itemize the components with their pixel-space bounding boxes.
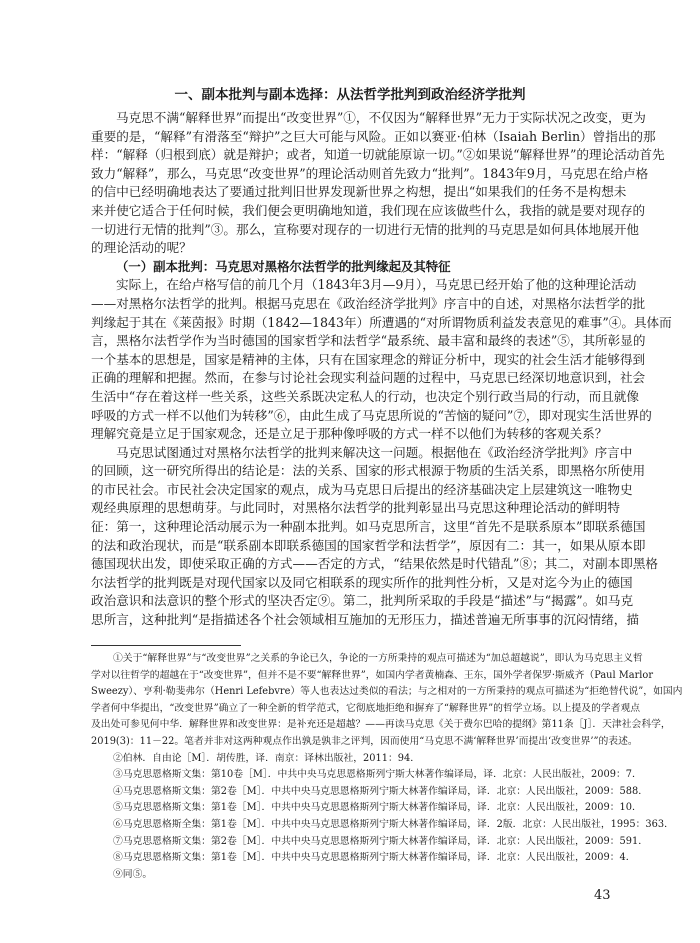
footnote-line: Sweezy）、亨利·勒斐弗尔（Henri Lefebvre）等人也表达过类似的看法；与之相对的一方所秉持的观点可描述为“拒绝替代说”，如国内 [91,686,683,698]
footnotes [91,651,683,883]
text-line: 重要的是，“解释”有滑落至“辩护”之巨大可能与风险。正如以赛亚·伯林（Isaiah Berlin）曾指出的那 [91,128,656,144]
footnote-line: ⑨同⑤。 [113,868,153,880]
footnote-line: ⑧马克思恩格斯文集：第1卷［M］．中共中央马克思恩格斯列宁斯大林著作编译局，译．北京：人民出版社，2009：4． [113,852,636,864]
text-line: 致力“解释”，那么，马克思“改变世界”的理论活动则首先致力“批判”。1843年9月，马克思在给卢格 [91,165,649,181]
text-line: 征：第一，这种理论活动展示为一种副本批判。如马克思所言，这里“首先不是联系原本”即联系德国 [91,519,646,535]
text-line: ——对黑格尔法哲学的批判。根据马克思在《政治经济学批判》序言中的自述，对黑格尔法哲学的批 [91,295,646,311]
paragraph [91,109,665,258]
text-line: 马克思不满“解释世界”而提出“改变世界”①，不仅因为“解释世界”无力于实际状况之改变，更为 [116,110,646,125]
text-line: 判缘起于其在《莱茵报》时期（1842—1843年）所遭遇的“对所谓物质利益发表意见的难事”④。具体而 [91,314,672,330]
footnote-line: ④马克思恩格斯文集：第2卷［M］．中共中央马克思恩格斯列宁斯大林著作编译局，译．北京：人民出版社，2009：588． [113,785,649,797]
text-line: 的市民社会。市民社会决定国家的观点，成为马克思日后提出的经济基础决定上层建筑这一唯物史 [91,481,633,497]
footnote-line: ⑥马克思恩格斯全集：第1卷［M］．中共中央马克思恩格斯列宁斯大林著作编译局，译．2版．北京：人民出版社，1995：363． [113,818,674,830]
footnote-line: ②伯林．自由论［M］．胡传胜，译．南京：译林出版社，2011：94． [113,752,421,764]
footnote [91,751,612,768]
text-line: 的理论活动的呢？ [91,240,192,256]
text-line: 德国现状出发，即使采取正确的方式——否定的方式，“结果依然是时代错乱”⑧；其二，对副本即黑格 [91,556,659,572]
text-line: 观经典原理的思想萌芽。与此同时，对黑格尔法哲学的批判彰显出马克思这种理论活动的鲜明特 [91,500,620,516]
footnote [91,784,649,801]
paragraph [91,444,659,630]
text-line: （一）副本批判：马克思对黑格尔法哲学的批判缘起及其特征 [116,258,451,274]
text-line: 马克思试图通过对黑格尔法哲学的批判来解决这一问题。根据他在《政治经济学批判》序言中 [116,444,633,460]
text-line: 的法和政治现状，而是“联系副本即联系德国的国家哲学和法哲学”，原因有二：其一，如果从原本即 [91,537,646,553]
footnote [91,651,683,751]
footnote [91,834,649,851]
footnote-line: 学对以往哲学的超越在于“改变世界”，但并不是不要“解释世界”，如国内学者黄楠森、王东，国外学者保罗·斯威齐（Paul Marlor [91,669,654,681]
text-line: 的信中已经明确地表达了要通过批判旧世界发现新世界之构想，提出“如果我们的任务不是构想未 [91,184,627,200]
footnote-divider [91,645,241,646]
footnote-line: ③马克思恩格斯文集：第10卷［M］．中共中央马克思恩格斯列宁斯大林著作编译局，译．北京：人民出版社，2009：7． [113,769,642,781]
footnote-line: ①关于“解释世界”与“改变世界”之关系的争论已久，争论的一方所秉持的观点可描述为“加总超越说”，即认为马克思主义哲 [113,653,643,664]
footnote-line: ⑦马克思恩格斯文集：第2卷［M］．中共中央马克思恩格斯列宁斯大林著作编译局，译．北京：人民出版社，2009：591． [113,835,649,847]
footnote [91,817,674,834]
body-text [91,109,672,630]
text-line: 言，黑格尔法哲学作为当时德国的国家哲学和法哲学“最系统、最丰富和最终的表述”⑤，其所彰显的 [91,333,646,349]
text-line: 样：“解释（归根到底）就是辩护；或者，知道一切就能原谅一切。”②如果说“解释世界”的理论活动首先 [91,147,665,163]
section-title: 一、副本批判与副本选择：从法哲学批判到政治经济学批判 [174,87,526,103]
text-line: 来并使它适合于任何时候，我们便会更明确地知道，我们现在应该做些什么，我指的就是要对现存的 [91,202,646,218]
footnote [91,867,612,884]
text-line: 正确的理解和把握。然而，在参与讨论社会现实利益问题的过程中，马克思已经深切地意识到，社会 [91,370,646,386]
text-line: 理解究竟是立足于国家观念，还是立足于那种像呼吸的方式一样不以他们为转移的客观关系？ [91,426,608,442]
text-line: 的回顾，这一研究所得出的结论是：法的关系、国家的形式根源于物质的生活关系，即黑格尔所使用 [91,463,646,479]
text-line: 实际上，在给卢格写信的前几个月（1843年3月—9月），马克思已经开始了他的这种理论活动 [116,277,637,293]
text-line: 思所言，这种批判“是指描述各个社会领域相互施加的无形压力，描述普遍无所事事的沉闷情绪，描 [91,612,639,628]
text-line: 呼吸的方式一样不以他们为转移”⑥，由此生成了马克思所说的“苦恼的疑问”⑦，即对现实生活世界的 [91,407,652,423]
footnote [91,767,642,784]
subsection-heading [91,258,612,277]
footnote-line: 2019(3)：11－22。笔者并非对这两种观点作出孰是孰非之评判，因而使用“马克思不满‘解释世界’而提出‘改变世界’”的表述。 [91,735,638,747]
page-number: 43 [594,888,611,903]
text-line: 一切进行无情的批判”③。那么，宣称要对现存的一切进行无情的批判的马克思是如何具体地展开他 [91,221,639,237]
footnote-line: ⑤马克思恩格斯文集：第1卷［M］．中共中央马克思恩格斯列宁斯大林著作编译局，译．北京：人民出版社，2009：10． [113,802,642,814]
text-line: 尔法哲学的批判既是对现代国家以及同它相联系的现实所作的批判性分析，又是对迄今为止的德国 [91,574,633,590]
text-line: 一个基本的思想是，国家是精神的主体，只有在国家理念的辩证分析中，现实的社会生活才能够得到 [91,351,646,367]
paragraph [91,276,672,443]
footnote-line: 学者何中华提出，“改变世界”确立了一种全新的哲学范式，它彻底地拒绝和摒弃了“解释世界”的哲学立场。以上提及的学者观点 [91,702,641,714]
footnote [91,850,636,867]
text-line: 政治意识和法意识的整个形式的坚决否定⑨。第二，批判所采取的手段是“描述”与“揭露”。如马克 [91,593,634,609]
text-line: 生活中“存在着这样一些关系，这些关系既决定私人的行动，也决定个别行政当局的行动，而且就像 [91,388,639,404]
footnote [91,800,642,817]
footnote-line: 及出处可参见何中华．解释世界和改变世界：是补充还是超越？——再读马克思《关于费尔巴哈的提纲》第11条［J］．天津社会科学， [91,719,671,731]
